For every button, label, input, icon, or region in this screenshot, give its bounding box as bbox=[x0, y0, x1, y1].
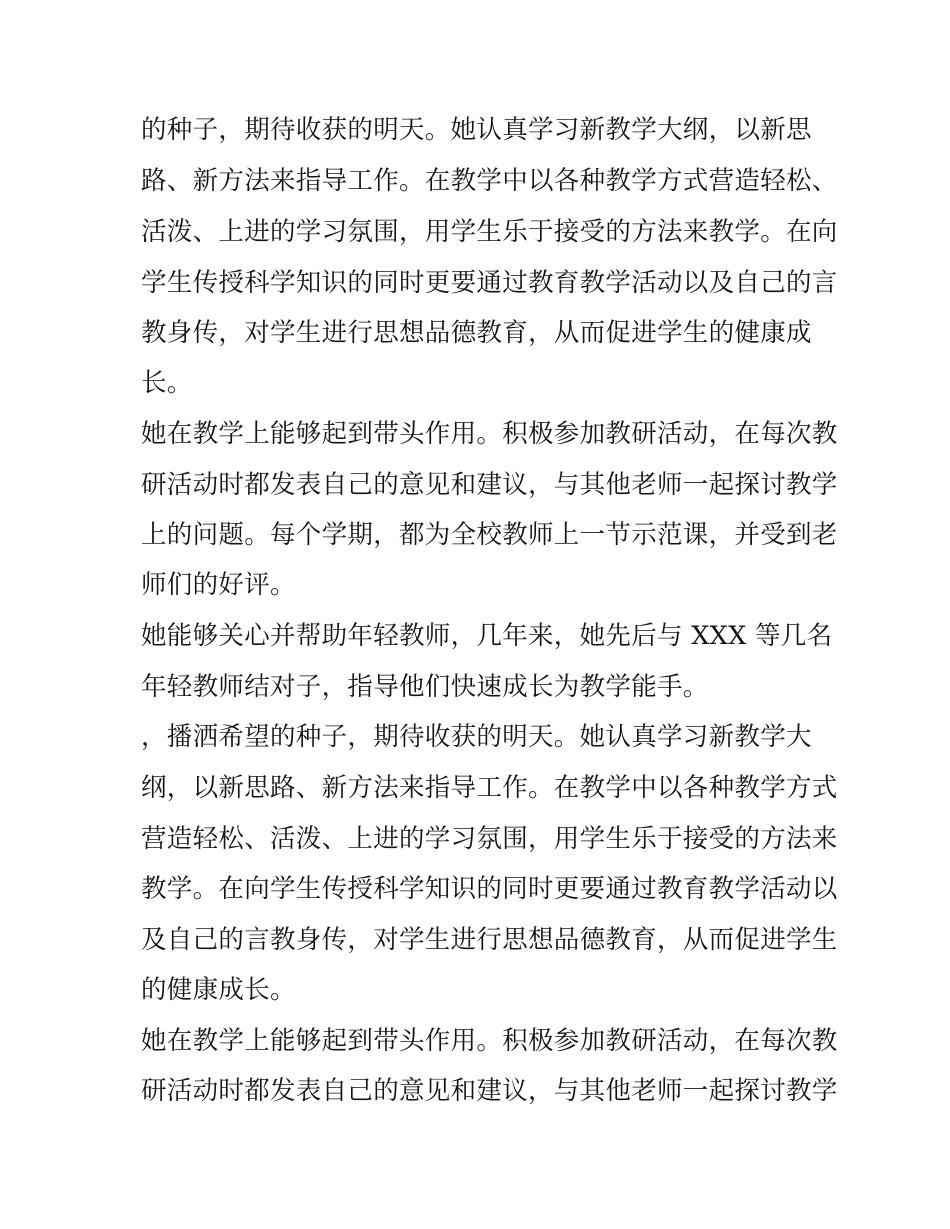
text-line: 年轻教师结对子，指导他们快速成长为教学能手。 bbox=[141, 672, 709, 702]
text-line: 长。 bbox=[141, 368, 193, 398]
text-line: 她能够关心并帮助年轻教师，几年来，她先后与 XXX 等几名 bbox=[141, 621, 833, 651]
text-line: 活泼、上进的学习氛围，用学生乐于接受的方法来教学。在向 bbox=[141, 217, 838, 247]
text-line: 师们的好评。 bbox=[141, 570, 296, 600]
text-line: 营造轻松、活泼、上进的学习氛围，用学生乐于接受的方法来 bbox=[141, 824, 838, 854]
text-line: 她在教学上能够起到带头作用。积极参加教研活动，在每次教 bbox=[141, 419, 838, 449]
text-line: 上的问题。每个学期，都为全校教师上一节示范课，并受到老 bbox=[141, 520, 838, 550]
text-line: 的健康成长。 bbox=[141, 975, 296, 1005]
text-line: 研活动时都发表自己的意见和建议，与其他老师一起探讨教学 bbox=[141, 470, 838, 500]
text-line: 的种子，期待收获的明天。她认真学习新教学大纲，以新思 bbox=[141, 115, 812, 145]
text-line: 学生传授科学知识的同时更要通过教育教学活动以及自己的言 bbox=[141, 268, 838, 298]
text-line: 纲，以新思路、新方法来指导工作。在教学中以各种教学方式 bbox=[141, 773, 838, 803]
text-line: 她在教学上能够起到带头作用。积极参加教研活动，在每次教 bbox=[141, 1026, 838, 1056]
text-line: 教身传，对学生进行思想品德教育，从而促进学生的健康成 bbox=[141, 318, 812, 348]
text-line: 教学。在向学生传授科学知识的同时更要通过教育教学活动以 bbox=[141, 874, 838, 904]
text-line: ，播洒希望的种子，期待收获的明天。她认真学习新教学大 bbox=[141, 722, 812, 752]
text-line: 及自己的言教身传，对学生进行思想品德教育，从而促进学生 bbox=[141, 925, 838, 955]
text-line: 研活动时都发表自己的意见和建议，与其他老师一起探讨教学 bbox=[141, 1076, 838, 1106]
text-line: 路、新方法来指导工作。在教学中以各种教学方式营造轻松、 bbox=[141, 166, 838, 196]
